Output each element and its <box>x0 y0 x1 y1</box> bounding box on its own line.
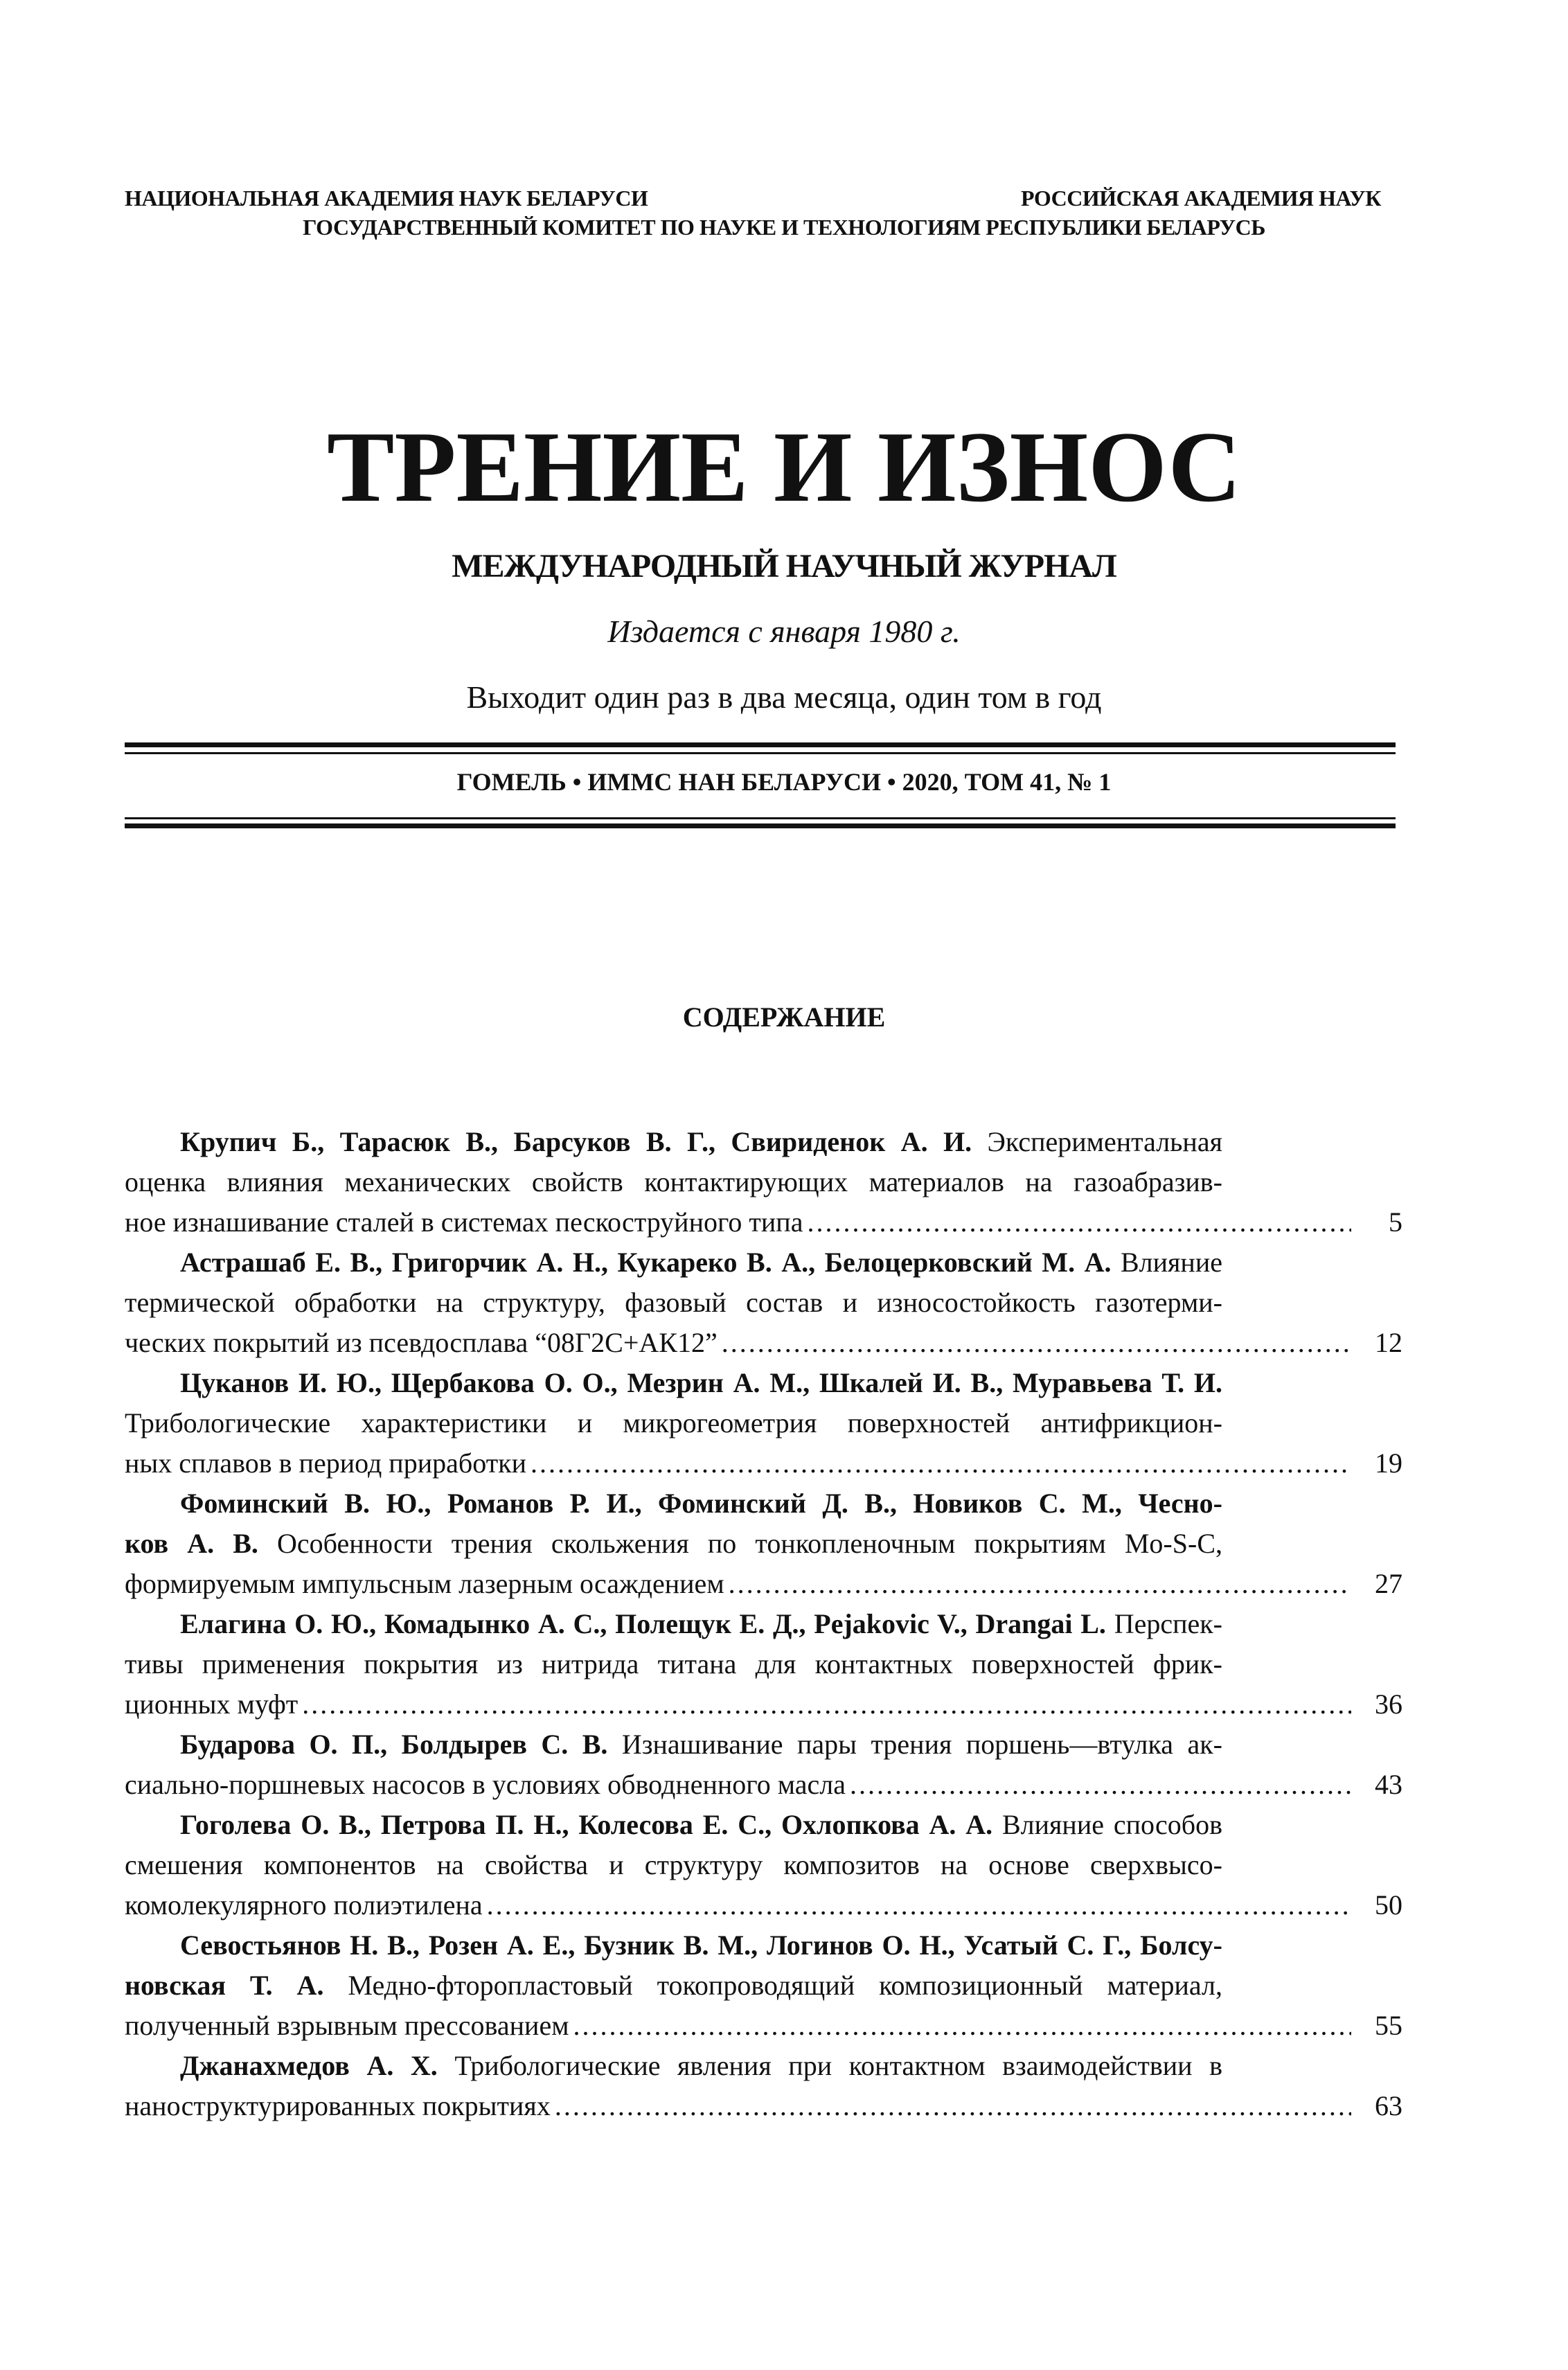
toc-dot-leader <box>531 1443 1351 1484</box>
toc-entry-line <box>125 1403 1222 1443</box>
toc-entry-line <box>125 1684 1402 1725</box>
toc-entry-title-part: термической обработки на структуру, фазовый состав и износостойкость газотерми- <box>125 1287 1222 1318</box>
toc-entry-title-start: Перспек- <box>1105 1608 1222 1639</box>
toc-entry-line <box>125 1283 1222 1323</box>
toc-dot-leader <box>807 1202 1351 1242</box>
toc-dot-leader <box>555 2086 1351 2126</box>
toc-entry-line <box>125 1202 1402 1242</box>
toc-entry-line <box>125 1966 1222 2006</box>
toc-entry-title-part: Медно-фторопластовый токопроводящий композиционный материал, <box>323 1970 1222 2001</box>
toc-entry-line <box>125 1925 1222 1966</box>
divider-bottom-thin <box>125 817 1396 819</box>
toc-entry-page-number: 19 <box>1375 1447 1402 1479</box>
toc-entry[interactable] <box>125 1725 1402 1805</box>
toc-entry-authors-cont: новская Т. А. <box>125 1970 324 2001</box>
toc-entry-title-end: сиально-поршневых насосов в условиях обводненного масла <box>125 1769 846 1800</box>
contents-heading: СОДЕРЖАНИЕ <box>682 1001 886 1033</box>
toc-entry-page-number: 63 <box>1375 2090 1402 2121</box>
toc-entry[interactable] <box>125 1242 1402 1363</box>
toc-entry-line <box>125 1122 1222 1162</box>
toc-entry-authors: Астрашаб Е. В., Григорчик А. Н., Кукареко В. А., Белоцерковский М. А. <box>180 1247 1112 1278</box>
toc-entry-title-start: Влияние способов <box>992 1809 1222 1840</box>
toc-entry-title-end: формируемым импульсным лазерным осаждением <box>125 1568 724 1599</box>
toc-entry-line <box>125 1604 1222 1644</box>
toc-entry-title-end: наноструктурированных покрытиях <box>125 2090 551 2121</box>
journal-subtitle: МЕЖДУНАРОДНЫЙ НАУЧНЫЙ ЖУРНАЛ <box>452 548 1116 585</box>
journal-frequency: Выходит один раз в два месяца, один том в год <box>466 679 1102 715</box>
toc-entry-page-number: 50 <box>1375 1889 1402 1921</box>
toc-dot-leader <box>722 1323 1351 1363</box>
toc-entry[interactable] <box>125 1805 1402 1925</box>
journal-since: Издается с января 1980 г. <box>607 614 961 649</box>
toc-entry-authors: Джанахмедов А. Х. <box>180 2050 438 2081</box>
divider-top-thick <box>125 742 1396 747</box>
toc-entry-page-number: 27 <box>1375 1568 1402 1599</box>
toc-entry-line <box>125 1644 1222 1684</box>
toc-entry-line <box>125 2046 1222 2086</box>
journal-title: ТРЕНИЕ И ИЗНОС <box>327 411 1241 523</box>
toc-entry[interactable] <box>125 1925 1402 2046</box>
toc-entry-title-start: Экспериментальная <box>972 1126 1222 1157</box>
header-state-committee: ГОСУДАРСТВЕННЫЙ КОМИТЕТ ПО НАУКЕ И ТЕХНОЛОГИЯМ РЕСПУБЛИКИ БЕЛАРУСЬ <box>303 215 1265 240</box>
toc-entry-line <box>125 1484 1222 1524</box>
toc-entry-authors: Цуканов И. Ю., Щербакова О. О., Мезрин А. М., Шкалей И. В., Муравьева Т. И. <box>180 1367 1222 1398</box>
toc-entry-title-start: Изнашивание пары трения поршень—втулка ак- <box>607 1729 1222 1760</box>
toc-entry-title-part: Трибологические характеристики и микрогеометрия поверхностей антифрикцион- <box>125 1407 1222 1438</box>
toc-entry-title-start: Трибологические явления при контактном взаимодействии в <box>437 2050 1222 2081</box>
toc-entry[interactable] <box>125 1122 1402 1242</box>
toc-dot-leader <box>729 1564 1351 1604</box>
toc-entry-page-number: 55 <box>1375 2010 1402 2041</box>
toc-entry-title-end: комолекулярного полиэтилена <box>125 1889 483 1921</box>
toc-entry-title-start: Влияние <box>1111 1247 1222 1278</box>
toc-dot-leader <box>302 1684 1351 1725</box>
toc-entry-page-number: 43 <box>1375 1769 1402 1800</box>
toc-entry-line <box>125 1885 1402 1925</box>
toc-entry-line <box>125 2006 1402 2046</box>
toc-entry[interactable] <box>125 1604 1402 1725</box>
toc-entry[interactable] <box>125 1363 1402 1484</box>
toc-entry-line <box>125 1443 1402 1484</box>
toc-dot-leader <box>573 2006 1351 2046</box>
toc-entry-line <box>125 1725 1222 1765</box>
toc-entry-line <box>125 1162 1222 1202</box>
table-of-contents <box>125 1122 1402 2126</box>
toc-entry-authors: Севостьянов Н. В., Розен А. Е., Бузник В. М., Логинов О. Н., Усатый С. Г., Болсу- <box>180 1930 1222 1961</box>
toc-entry[interactable] <box>125 1484 1402 1604</box>
journal-imprint: ГОМЕЛЬ • ИММС НАН БЕЛАРУСИ • 2020, ТОМ 41, № 1 <box>456 768 1112 796</box>
toc-entry-authors: Гоголева О. В., Петрова П. Н., Колесова Е. С., Охлопкова А. А. <box>180 1809 993 1840</box>
toc-entry-line <box>125 1845 1222 1885</box>
toc-entry-title-part: оценка влияния механических свойств контактирующих материалов на газоабразив- <box>125 1166 1222 1197</box>
divider-top-thin <box>125 752 1396 754</box>
toc-dot-leader <box>487 1885 1351 1925</box>
toc-entry-line <box>125 2086 1402 2126</box>
toc-entry-line <box>125 1524 1222 1564</box>
toc-entry-page-number: 5 <box>1389 1206 1402 1238</box>
toc-entry-authors: Крупич Б., Тарасюк В., Барсуков В. Г., Свириденок А. И. <box>180 1126 972 1157</box>
toc-dot-leader <box>850 1765 1351 1805</box>
header-academy-belarus: НАЦИОНАЛЬНАЯ АКАДЕМИЯ НАУК БЕЛАРУСИ <box>125 186 648 211</box>
divider-bottom-thick <box>125 823 1396 828</box>
toc-entry-page-number: 36 <box>1375 1689 1402 1720</box>
toc-entry-title-end: ное изнашивание сталей в системах пескоструйного типа <box>125 1206 803 1238</box>
toc-entry-line <box>125 1363 1222 1403</box>
toc-entry-line <box>125 1805 1222 1845</box>
toc-entry-authors: Бударова О. П., Болдырев С. В. <box>180 1729 608 1760</box>
toc-entry-authors: Елагина О. Ю., Комадынко А. С., Полещук Е. Д., Pejakovic V., Drangai L. <box>180 1608 1106 1639</box>
toc-entry-line <box>125 1242 1222 1283</box>
toc-entry-title-end: ционных муфт <box>125 1689 299 1720</box>
toc-entry-title-end: полученный взрывным прессованием <box>125 2010 569 2041</box>
toc-entry-title-part: Особенности трения скольжения по тонкопленочным покрытиям Mo-S-C, <box>258 1528 1222 1559</box>
toc-entry-line <box>125 1564 1402 1604</box>
toc-entry-title-part: смешения компонентов на свойства и структуру композитов на основе сверхвысо- <box>125 1849 1222 1880</box>
toc-entry-title-end: ных сплавов в период приработки <box>125 1447 527 1479</box>
header-academy-russia: РОССИЙСКАЯ АКАДЕМИЯ НАУК <box>1020 186 1381 211</box>
toc-entry-page-number: 12 <box>1375 1327 1402 1358</box>
toc-entry[interactable] <box>125 2046 1402 2126</box>
toc-entry-line <box>125 1765 1402 1805</box>
toc-entry-title-part: тивы применения покрытия из нитрида титана для контактных поверхностей фрик- <box>125 1648 1222 1680</box>
toc-entry-authors-cont: ков А. В. <box>125 1528 258 1559</box>
toc-entry-authors: Фоминский В. Ю., Романов Р. И., Фоминский Д. В., Новиков С. М., Чесно- <box>180 1488 1222 1519</box>
toc-entry-line <box>125 1323 1402 1363</box>
toc-entry-title-end: ческих покрытий из псевдосплава “08Г2С+АК12” <box>125 1327 718 1358</box>
